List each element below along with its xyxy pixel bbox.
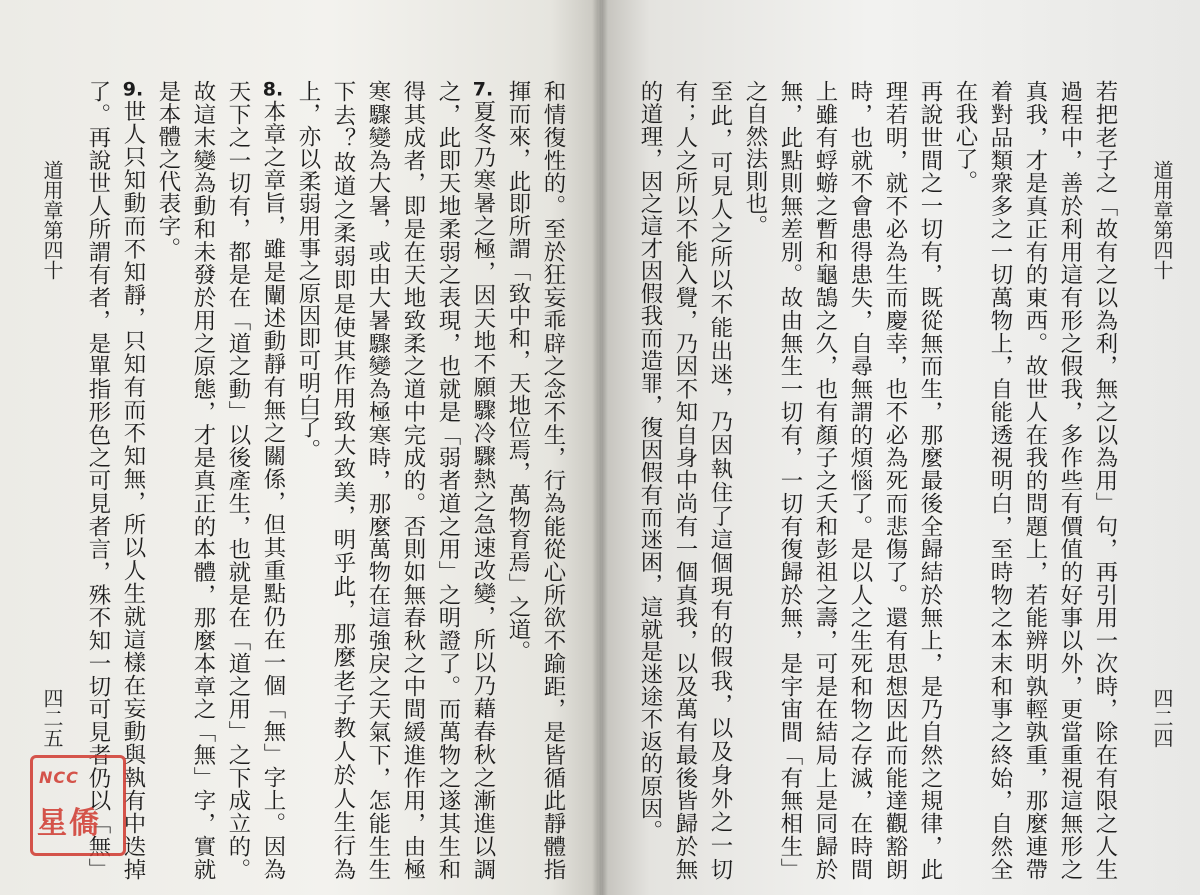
watermark-stamp — [30, 755, 126, 856]
paragraph-number: 8. — [262, 80, 284, 99]
left-running-title: 道用章第四十 — [40, 160, 64, 280]
right-paragraph-3 — [632, 80, 737, 880]
paragraph-text: 夏冬乃寒暑之極，因天地不願驟冷驟熱之急速改變，所以乃藉春秋之漸進以調之，此即天地柔弱之表現，也就是「弱者道之用」之明證了。而萬物之遂其生和得其成者，即是在天地致柔之道中完成的。否則如無春秋之中間緩進作用，由極寒驟變為大暑，或由大暑驟變為極寒時，那麼萬物在這強戾之天氣下，怎能生生下去？故道之柔弱即是使其作用致大致美，明乎此，那麼老子教人於人生行為上，亦以柔弱用事之原因即可明白了。 — [295, 80, 496, 880]
paragraph-text: 本章之章旨，雖是闡述動靜有無之關係，但其重點仍在一個「無」字上。因為天下之一切有，都是在「道之動」以後產生，也就是在「道之用」之下成立的。故這末變為動和未發於用之原態，才是真正的本體，那麼本章之「無」字，實就是本體之代表字。 — [155, 80, 286, 880]
watermark-top-text: NCC — [39, 768, 79, 787]
right-paragraph-1 — [947, 80, 1122, 880]
paragraph-text: 和情復性的。至於狂妄乖辟之念不生，行為能從心所欲不踰距，是皆循此靜體指揮而來，此即所謂「致中和，天地位焉，萬物育焉」之道。 — [505, 80, 566, 880]
paragraph-number: 7. — [472, 80, 494, 99]
right-text-block — [632, 80, 1122, 880]
right-running-title: 道用章第四十 — [1150, 160, 1174, 280]
paragraph-text: 至此，可見人之所以不能出迷，乃因執住了這個現有的假我，以及身外之一切有；人之所以不能入覺，乃因不知自身中尚有一個真我，以及萬有最後皆歸於無的道理，因之這才因假我而造罪，復因假有而迷困，這就是迷途不返的原因。 — [637, 80, 733, 880]
right-page — [602, 0, 1200, 895]
left-page-number: 四二五 — [40, 688, 64, 748]
left-paragraph-3 — [150, 80, 290, 880]
left-paragraph-1 — [500, 80, 570, 880]
paragraph-text: 再說世間之一切有，既從無而生，那麼最後全歸結於無上，是乃自然之規律，此理若明，就不必為生而慶幸，也不必為死而悲傷了。還有思想因此而能達觀豁朗時，也就不會患得患失，自尋無謂的煩惱了。是以人之生死和物之存滅，在時間上雖有蜉蝣之暫和龜鵠之久，也有顏子之夭和彭祖之壽，可是在結局上是同歸於無，此點則無差別。故由無生一切有，一切有復歸於無，是宇宙間「有無相生」之自然法則也。 — [742, 80, 943, 880]
left-text-block — [80, 80, 570, 880]
watermark-bottom-text: 星僑 — [37, 806, 101, 841]
left-page — [0, 0, 598, 895]
book-gutter-shadow — [592, 0, 608, 895]
paragraph-text: 若把老子之「故有之以為利，無之以為用」句，再引用一次時，除在有限之人生過程中，善於利用這有形之假我，多作些有價值的好事以外，更當重視這無形之真我，才是真正有的東西。故世人在我的問題上，若能辨明孰輕孰重，那麼連帶着對品類衆多之一切萬物上，自能透視明白，至時物之本末和事之終始，自然全在我心了。 — [952, 80, 1118, 880]
right-paragraph-2 — [737, 80, 947, 880]
paragraph-text: 世人只知動而不知靜，只知有而不知無，所以人生就這樣在妄動與執有中迭掉了。再說世人所謂有者，是單指形色之可見者言，殊不知一切可見者仍以「無」 — [85, 80, 146, 880]
paragraph-number: 9. — [122, 80, 144, 99]
right-page-number: 四二四 — [1150, 688, 1174, 748]
left-paragraph-2 — [290, 80, 500, 880]
